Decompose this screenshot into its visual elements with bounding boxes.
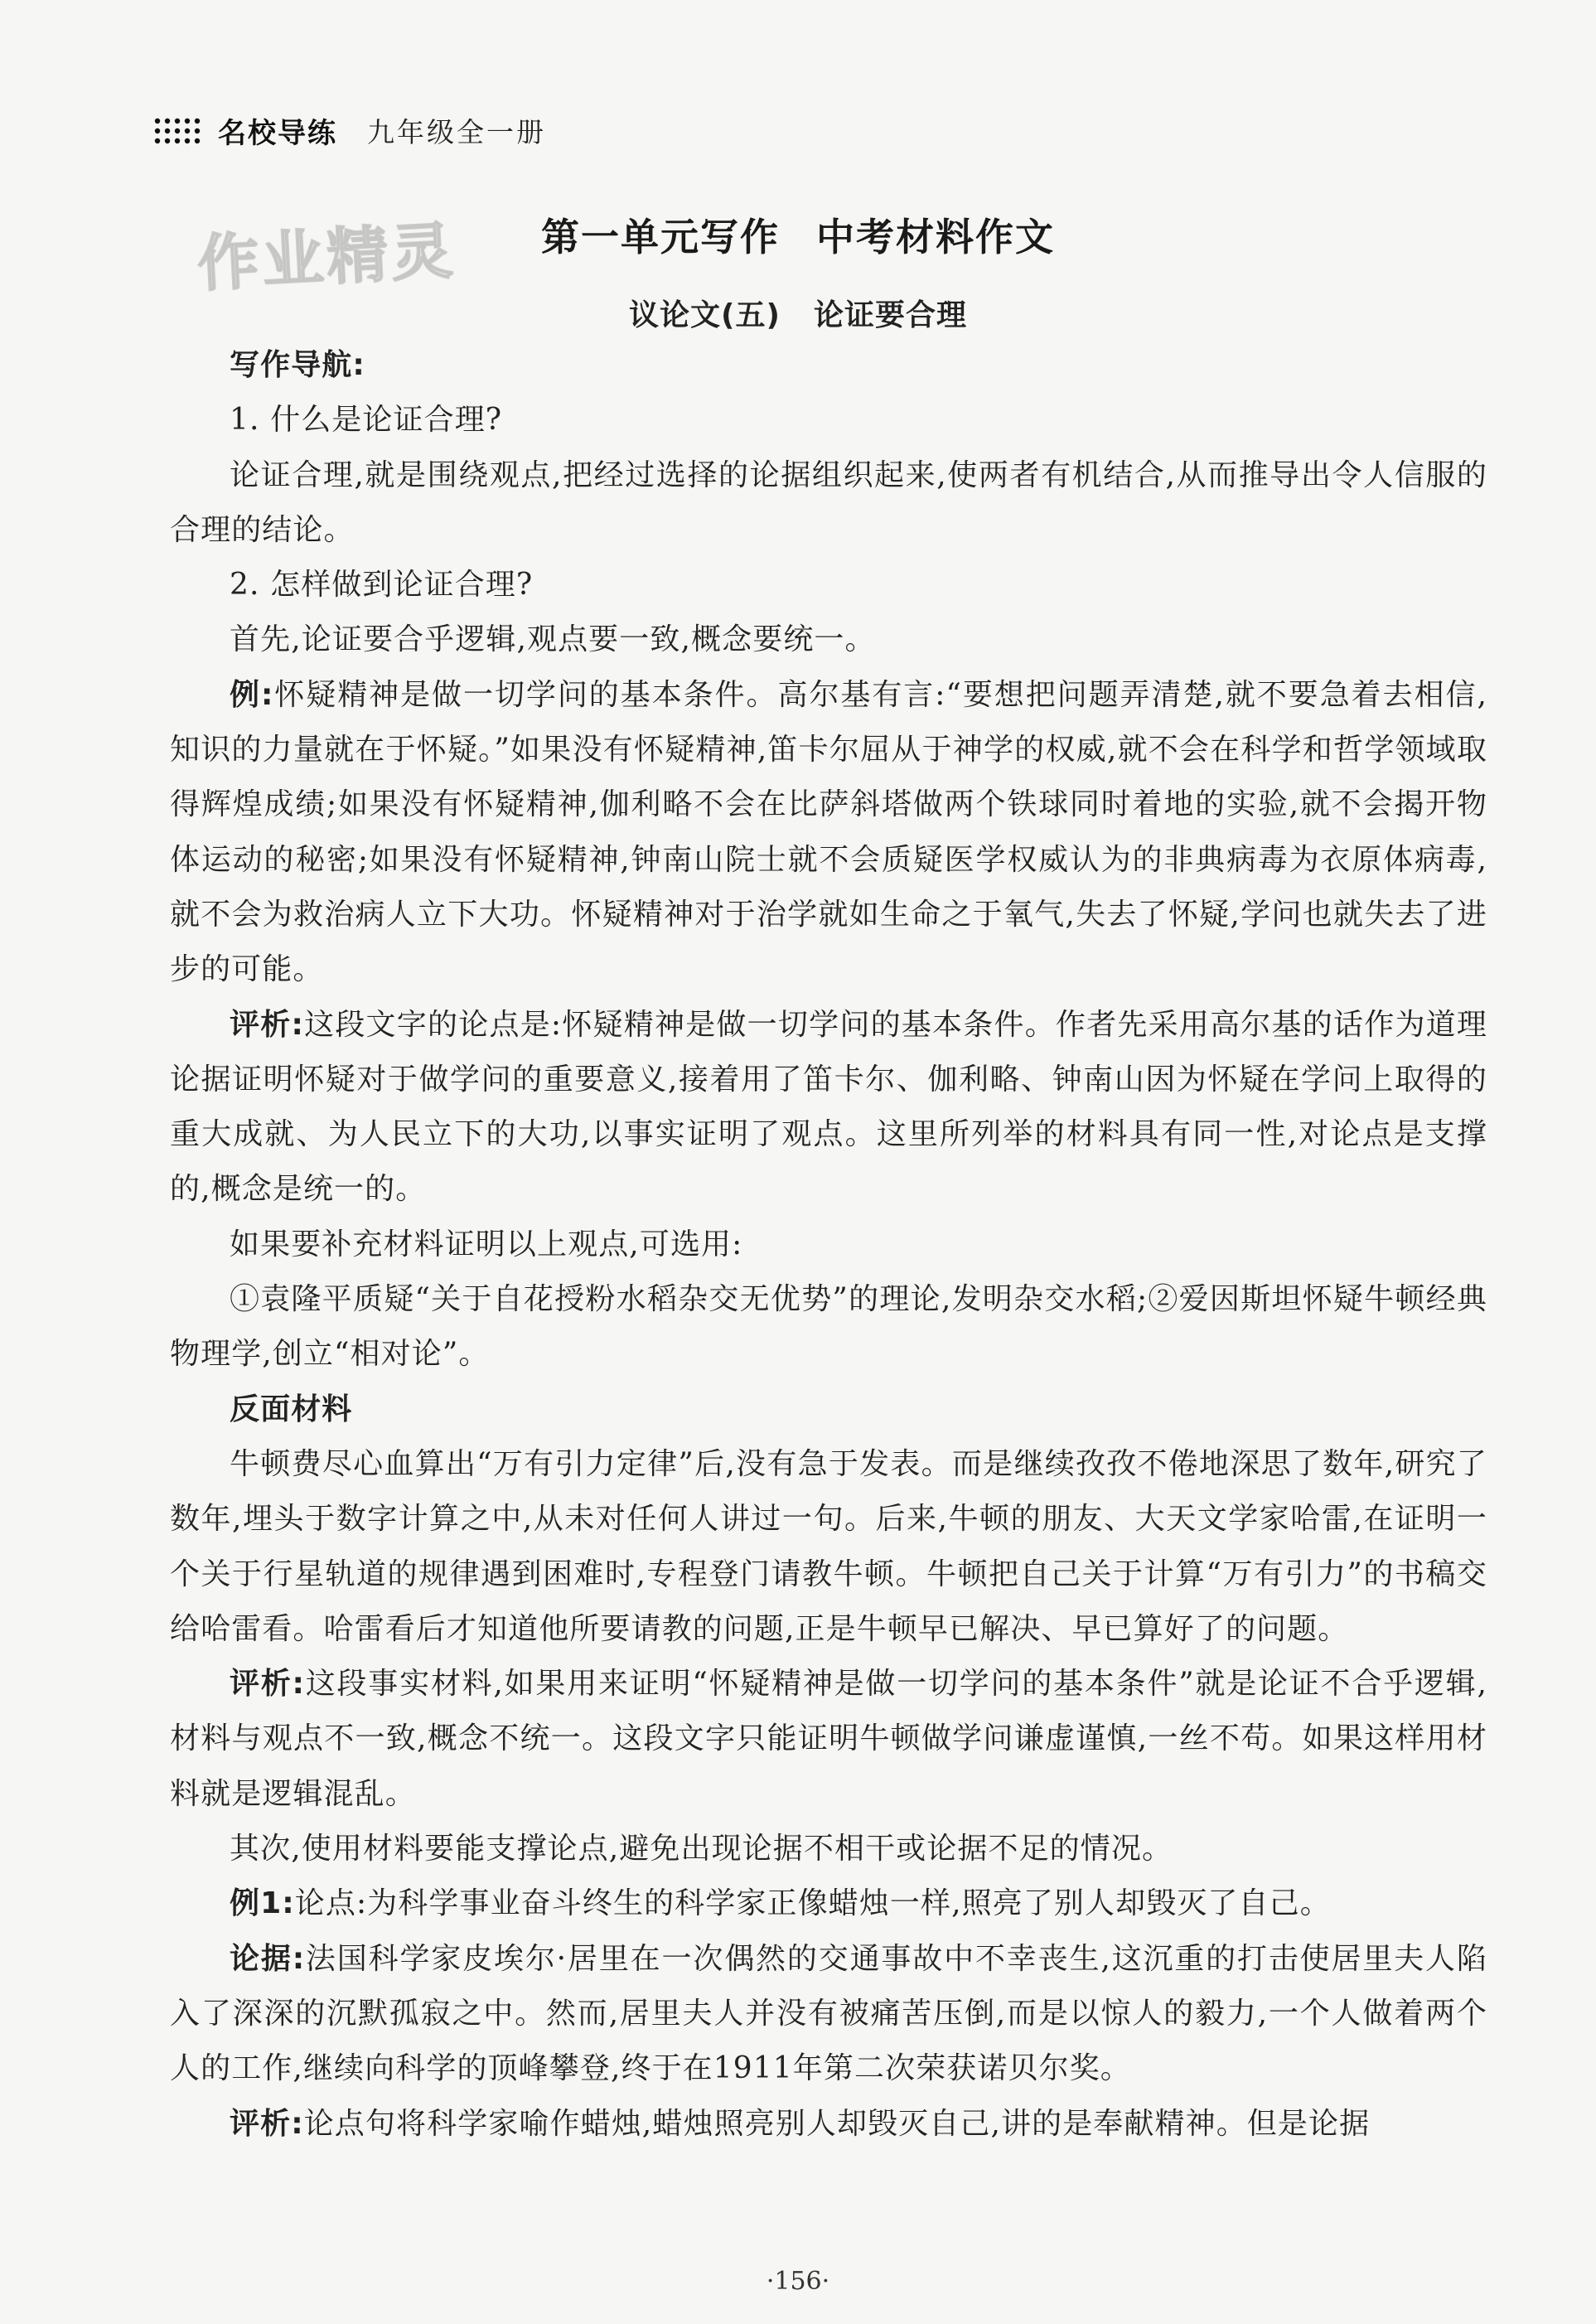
analysis-3-text: 论点句将科学家喻作蜡烛,蜡烛照亮别人却毁灭自己,讲的是奉献精神。但是论据 [303, 2106, 1371, 2141]
first-point: 首先,论证要合乎逻辑,观点要一致,概念要统一。 [230, 622, 876, 657]
supplement-intro: 如果要补充材料证明以上观点,可选用: [230, 1227, 743, 1261]
answer-1: 论证合理,就是围绕观点,把经过选择的论据组织起来,使两者有机结合,从而推导出令人信服的合理的结论。 [170, 458, 1487, 547]
brand-name: 名校导练 [218, 117, 337, 150]
counter-heading: 反面材料 [230, 1392, 353, 1426]
analysis-2 [170, 1657, 1487, 1822]
page-subtitle [0, 292, 1596, 334]
analysis-3 [170, 2097, 1487, 2152]
example-text: 怀疑精神是做一切学问的基本条件。高尔基有言:“要想把问题弄清楚,就不要急着去相信,知识的力量就在于怀疑。”如果没有怀疑精神,笛卡尔屈从于神学的权威,就不会在科学和哲学领域取得辉煌成绩;如果没有怀疑精神,伽利略不会在比萨斜塔做两个铁球同时着地的实验,就不会揭开物体运动的秘密;如果没有怀疑精神,钟南山院士就不会质疑医学权威认为的非典病毒为衣原体病毒,就不会为救治病人立下大功。怀疑精神对于治学就如生命之于氧气,失去了怀疑,学问也就失去了进步的可能。 [170, 677, 1487, 987]
analysis-2-text: 这段事实材料,如果用来证明“怀疑精神是做一切学问的基本条件”就是论证不合乎逻辑,材料与观点不一致,概念不统一。这段文字只能证明牛顿做学问谦虚谨慎,一丝不苟。如果这样用材料就是逻辑混乱。 [170, 1667, 1487, 1811]
supplement-items: ①袁隆平质疑“关于自花授粉水稻杂交无优势”的理论,发明杂交水稻;②爱因斯坦怀疑牛顿经典物理学,创立“相对论”。 [170, 1282, 1487, 1372]
question-2: 2. 怎样做到论证合理? [230, 568, 534, 603]
brand-dots-icon [153, 116, 208, 146]
analysis-2-label: 评析: [230, 1667, 306, 1702]
example-1-text: 论点:为科学事业奋斗终生的科学家正像蜡烛一样,照亮了别人却毁灭了自己。 [294, 1886, 1331, 1921]
evidence [170, 1932, 1487, 2097]
example-label: 例: [230, 677, 274, 712]
page-title [0, 207, 1596, 262]
title-part-2: 中考材料作文 [816, 215, 1055, 259]
counter-material: 牛顿费尽心血算出“万有引力定律”后,没有急于发表。而是继续孜孜不倦地深思了数年,研究了数年,埋头于数字计算之中,从未对任何人讲过一句。后来,牛顿的朋友、大天文学家哈雷,在证明一个关于行星轨道的规律遇到困难时,专程登门请教牛顿。牛顿把自己关于计算“万有引力”的书稿交给哈雷看。哈雷看后才知道他所要请教的问题,正是牛顿早已解决、早已算好了的问题。 [170, 1446, 1487, 1646]
subtitle-part-2: 论证要合理 [813, 298, 967, 332]
evidence-text: 法国科学家皮埃尔·居里在一次偶然的交通事故中不幸丧生,这沉重的打击使居里夫人陷入了深深的沉默孤寂之中。然而,居里夫人并没有被痛苦压倒,而是以惊人的毅力,一个人做着两个人的工作,继续向科学的顶峰攀登,终于在1911年第二次荣获诺贝尔奖。 [170, 1941, 1487, 2086]
guide-heading: 写作导航: [230, 348, 365, 382]
grade-label: 九年级全一册 [367, 116, 546, 148]
title-part-1: 第一单元写作 [541, 215, 780, 259]
page-number: ·156· [766, 2267, 830, 2296]
analysis-1 [170, 998, 1487, 1218]
subtitle-part-1: 议论文(五) [629, 298, 781, 332]
evidence-label: 论据: [230, 1941, 306, 1976]
second-point: 其次,使用材料要能支撑论点,避免出现论据不相干或论据不足的情况。 [230, 1832, 1173, 1866]
analysis-1-label: 评析: [230, 1007, 304, 1042]
example-1 [170, 1876, 1487, 1931]
example-paragraph [170, 668, 1487, 998]
page-header [153, 110, 546, 151]
article-body [170, 338, 1487, 2152]
analysis-1-text: 这段文字的论点是:怀疑精神是做一切学问的基本条件。作者先采用高尔基的话作为道理论据证明怀疑对于做学问的重要意义,接着用了笛卡尔、伽利略、钟南山因为怀疑在学问上取得的重大成就、为人民立下的大功,以事实证明了观点。这里所列举的材料具有同一性,对论点是支撑的,概念是统一的。 [170, 1007, 1488, 1207]
watermark: 作业精灵 [196, 215, 458, 301]
question-1: 1. 什么是论证合理? [230, 403, 503, 438]
example-1-label: 例1: [230, 1886, 295, 1921]
analysis-3-label: 评析: [230, 2106, 304, 2141]
